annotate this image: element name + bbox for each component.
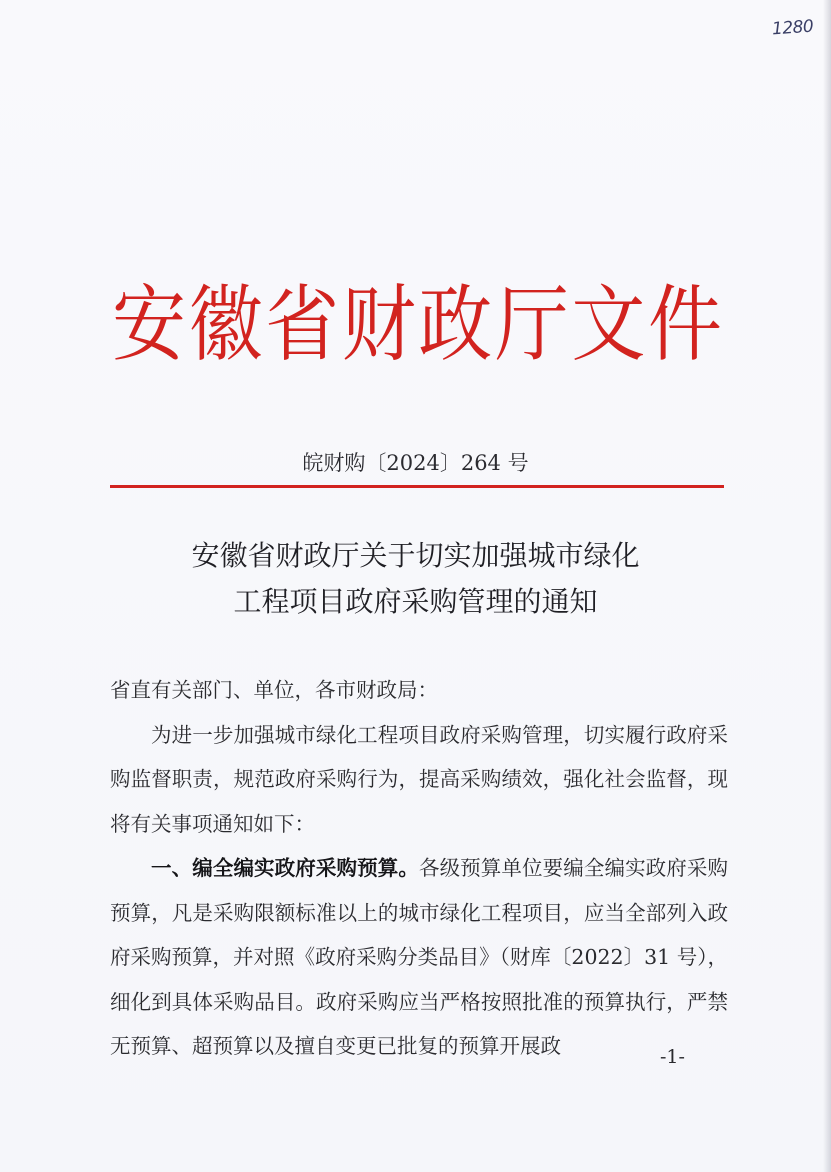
- masthead-char: 文: [571, 276, 646, 374]
- masthead-char: 徽: [188, 276, 263, 374]
- section-1-paragraph: [110, 846, 728, 1069]
- masthead-char: 财: [341, 276, 416, 374]
- handwritten-page-mark: 1280: [771, 16, 814, 40]
- page-number: -1-: [660, 1046, 685, 1068]
- masthead-char: 厅: [494, 276, 569, 374]
- masthead-char: 政: [418, 276, 493, 374]
- masthead-char: 安: [112, 276, 186, 374]
- section-1-heading: 一、编全编实政府采购预算。: [151, 856, 419, 880]
- masthead-char: 省: [265, 276, 340, 374]
- red-divider-line: [110, 485, 724, 488]
- document-title: [0, 533, 831, 625]
- document-number: 皖财购〔2024〕264 号: [302, 451, 529, 475]
- document-body: [110, 668, 728, 1069]
- section-1-text: 各级预算单位要编全编实政府采购预算，凡是采购限额标准以上的城市绿化工程项目，应当全部列入政府采购预算，并对照《政府采购分类品目》（财库〔2022〕31 号），细化到具体采购品目。政府采购应当严格按照批准的预算执行，严禁无预算、超预算以及擅自变更已批复的预算开展政: [110, 856, 729, 1058]
- masthead-char: 件: [647, 276, 722, 374]
- masthead-red-header: [112, 270, 722, 380]
- title-line-2: 工程项目政府采购管理的通知: [233, 585, 598, 618]
- title-line-1: 安徽省财政厅关于切实加强城市绿化: [191, 539, 640, 572]
- salutation: 省直有关部门、单位，各市财政局：: [110, 678, 438, 702]
- intro-paragraph: 为进一步加强城市绿化工程项目政府采购管理，切实履行政府采购监督职责，规范政府采购行为，提高采购绩效，强化社会监督，现将有关事项通知如下：: [110, 722, 728, 836]
